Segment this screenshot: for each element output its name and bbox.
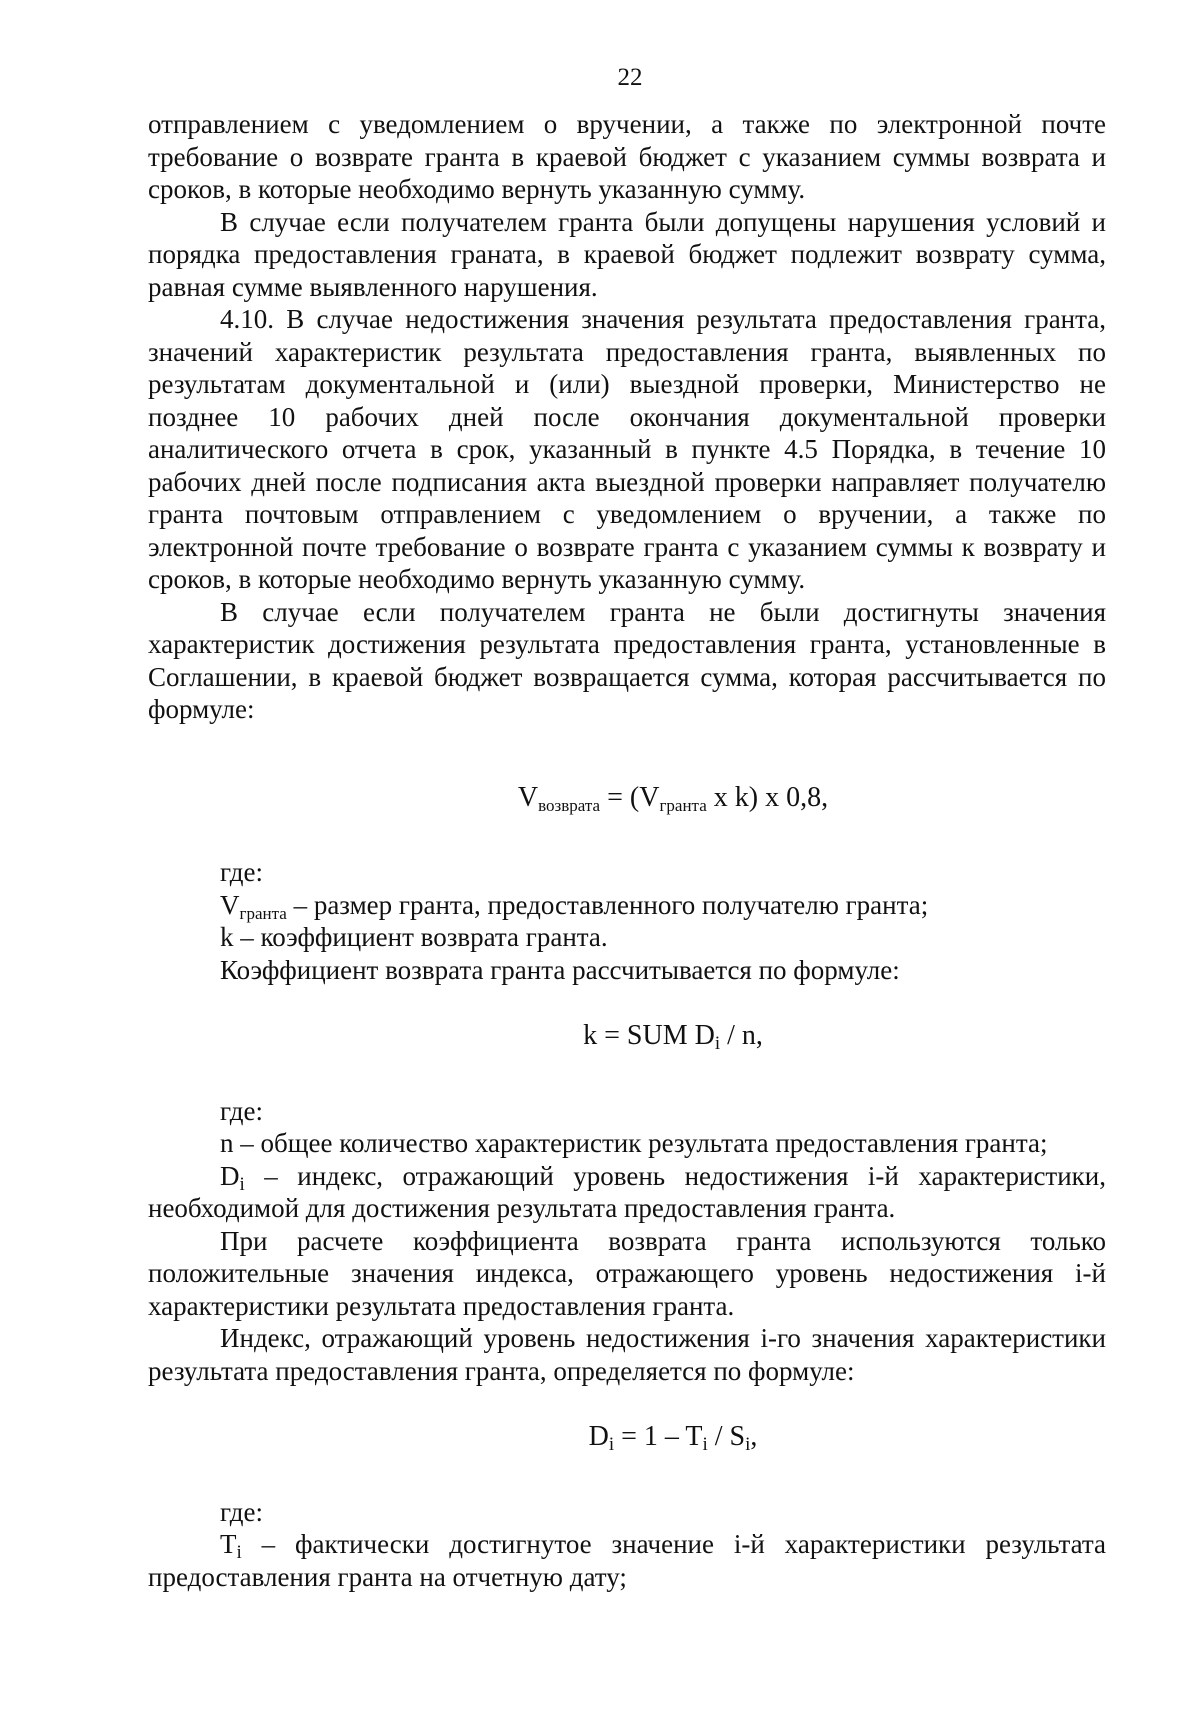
formula3-sub2: i (702, 1434, 708, 1455)
paragraph-index: Индекс, отражающий уровень недостижения i-го значения характеристики результата предоставления гранта, определяется по формуле: (148, 1323, 1106, 1386)
formula1-sub-grant: гранта (659, 795, 707, 815)
def-v-text: – размер гранта, предоставленного получателю гранта; (286, 889, 929, 920)
def-d-sub: i (239, 1173, 245, 1195)
formula-index (148, 1421, 1106, 1454)
document-body (148, 108, 1106, 1593)
def-d (148, 1160, 1106, 1225)
paragraph-3: 4.10. В случае недостижения значения результата предоставления гранта, значений характеристик результата предоставления гранта, выявленных по результатам документальной и (или) выездной проверки, Министерство не позднее 10 рабочих дней после окончания документальной проверки аналитического отчета в срок, указанный в пункте 4.5 Порядка, в течение 10 рабочих дней после подписания акта выездной проверки направляет получателю гранта почтовым отправлением с уведомлением о вручении, а также по электронной почте требование о возврате гранта с указанием суммы к возврату и сроков, в которые необходимо вернуть указанную сумму. (148, 304, 1106, 594)
where-label-3: где: (220, 1496, 263, 1527)
where-label-1: где: (220, 857, 263, 887)
def-n: n – общее количество характеристик результата предоставления гранта; (220, 1128, 1048, 1158)
formula3-sub1: i (608, 1434, 615, 1455)
def-d-text: – индекс, отражающий уровень недостижения i-й характеристики, необходимой для достижения результата предоставления гранта. (148, 1160, 1106, 1223)
formula1-v: V (517, 781, 539, 813)
def-v-symbol: V (220, 889, 240, 920)
formula2-rhs: / n, (720, 1020, 763, 1051)
formula2-lhs: k = SUM D (583, 1020, 715, 1051)
formula1-rest: x k) x 0,8, (706, 781, 829, 813)
paragraph-calc: При расчете коэффициента возврата гранта используются только положительные значения индекса, отражающего уровень недостижения i-й характеристики результата предоставления гранта. (148, 1225, 1106, 1321)
def-t-symbol: T (220, 1529, 237, 1559)
paragraph-4: В случае если получателем гранта не были достигнуты значения характеристик достижения результата предоставления гранта, установленные в Соглашении, в краевой бюджет возвращается сумма, которая рассчитывается по формуле: (148, 596, 1106, 724)
where-label-2: где: (220, 1095, 263, 1126)
def-d-symbol: D (220, 1160, 240, 1191)
formula3-mid: = 1 – T (614, 1421, 703, 1452)
coef-intro: Коэффициент возврата гранта рассчитывается по формуле: (220, 954, 900, 985)
formula-coefficient (148, 1020, 1106, 1053)
page-number: 22 (617, 64, 643, 91)
def-t (148, 1528, 1106, 1593)
paragraph-2: В случае если получателем гранта были допущены нарушения условий и порядка предоставления граната, в краевой бюджет подлежит возврату сумма, равная сумме выявленного нарушения. (148, 206, 1106, 302)
def-v-grant (148, 889, 1106, 922)
formula3-slash: / S (707, 1421, 746, 1452)
formula3-end: , (750, 1421, 758, 1452)
formula2-sub-i: i (714, 1033, 721, 1054)
formula-return-amount (148, 782, 1106, 815)
formula3-sub3: i (745, 1434, 751, 1455)
def-t-sub: i (236, 1542, 242, 1563)
formula3-d: D (588, 1421, 609, 1452)
paragraph-1: отправлением с уведомлением о вручении, а также по электронной почте требование о возврате гранта в краевой бюджет с указанием суммы возврата и сроков, в которые необходимо вернуть указанную сумму. (148, 109, 1106, 204)
def-v-sub: гранта (239, 903, 287, 923)
formula1-sub-return: возврата (538, 795, 601, 815)
formula1-eq: = (V (600, 781, 660, 813)
def-t-text: – фактически достигнутое значение i-й характеристики результата предоставления гранта на отчетную дату; (148, 1529, 1106, 1592)
def-k: k – коэффициент возврата гранта. (220, 922, 608, 952)
